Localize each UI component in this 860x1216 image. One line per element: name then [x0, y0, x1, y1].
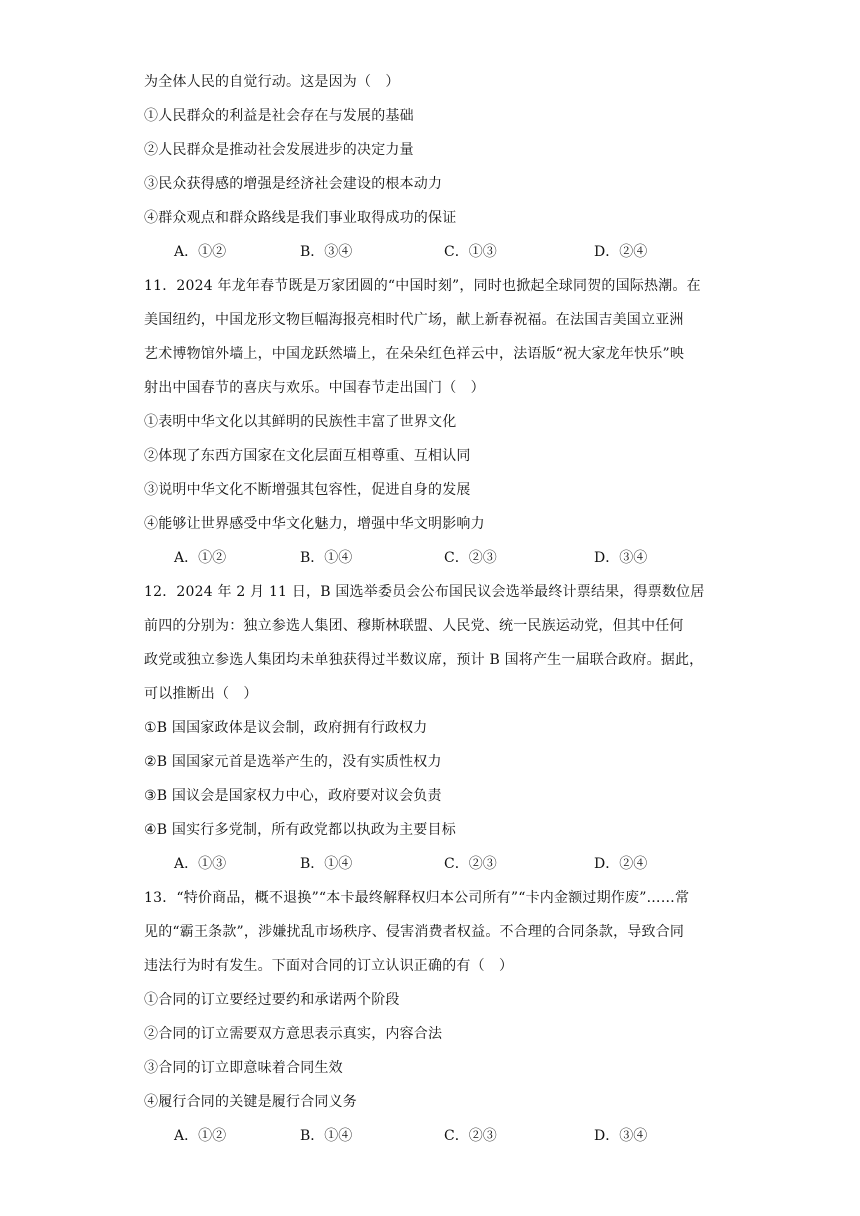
- question-13-statement-4: ④履行合同的关键是履行合同义务: [144, 1094, 357, 1110]
- choice-a[interactable]: A．①②: [174, 1128, 227, 1144]
- question-10-statement-4: ④群众观点和群众路线是我们事业取得成功的保证: [144, 210, 457, 226]
- question-11-statement-4: ④能够让世界感受中华文化魅力，增强中华文明影响力: [144, 516, 485, 532]
- question-10-stem: 为全体人民的自觉行动。这是因为（ ）: [144, 74, 400, 90]
- choice-a[interactable]: A．①②: [174, 244, 227, 260]
- question-10-statement-1: ①人民群众的利益是社会存在与发展的基础: [144, 108, 414, 124]
- question-13-statement-2: ②合同的订立需要双方意思表示真实，内容合法: [144, 1026, 443, 1042]
- choice-b[interactable]: B．①④: [300, 550, 353, 566]
- question-10-statement-2: ②人民群众是推动社会发展进步的决定力量: [144, 142, 414, 158]
- choice-b[interactable]: B．①④: [300, 1128, 353, 1144]
- question-11-statement-2: ②体现了东西方国家在文化层面互相尊重、互相认同: [144, 448, 471, 464]
- question-12-stem-line-3: 政党或独立参选人集团均未单独获得过半数议席，预计 B 国将产生一届联合政府。据此，: [144, 652, 704, 668]
- question-12-stem-line-1: 12．2024 年 2 月 11 日，B 国选举委员会公布国民议会选举最终计票结果，得票数位居: [144, 584, 705, 600]
- choice-a[interactable]: A．①②: [174, 550, 227, 566]
- question-11-stem-line-2: 美国纽约，中国龙形文物巨幅海报亮相时代广场，献上新春祝福。在法国吉美国立亚洲: [144, 312, 684, 328]
- question-11-statement-1: ①表明中华文化以其鲜明的民族性丰富了世界文化: [144, 414, 457, 430]
- question-12-statement-2: ②B 国国家元首是选举产生的，没有实质性权力: [144, 754, 442, 770]
- question-13-choices: [174, 1126, 694, 1146]
- question-12-stem-line-4: 可以推断出（ ）: [144, 686, 258, 702]
- choice-b[interactable]: B．①④: [300, 856, 353, 872]
- question-13-stem-line-1: 13．“特价商品，概不退换”“本卡最终解释权归本公司所有”“卡内金额过期作废”……常: [144, 890, 690, 906]
- question-10-statement-3: ③民众获得感的增强是经济社会建设的根本动力: [144, 176, 443, 192]
- choice-b[interactable]: B．③④: [300, 244, 353, 260]
- choice-d[interactable]: D．②④: [594, 244, 648, 260]
- question-13-stem-line-3: 违法行为时有发生。下面对合同的订立认识正确的有（ ）: [144, 958, 514, 974]
- choice-d[interactable]: D．③④: [594, 550, 648, 566]
- question-10-choices: [174, 242, 694, 262]
- question-12-statement-1: ①B 国国家政体是议会制，政府拥有行政权力: [144, 720, 428, 736]
- question-11-statement-3: ③说明中华文化不断增强其包容性，促进自身的发展: [144, 482, 471, 498]
- question-13-statement-3: ③合同的订立即意味着合同生效: [144, 1060, 343, 1076]
- choice-c[interactable]: C．②③: [444, 550, 497, 566]
- question-13-statement-1: ①合同的订立要经过要约和承诺两个阶段: [144, 992, 400, 1008]
- choice-c[interactable]: C．①③: [444, 244, 497, 260]
- question-12-statement-3: ③B 国议会是国家权力中心，政府要对议会负责: [144, 788, 442, 804]
- question-12-choices: [174, 854, 694, 874]
- question-13-stem-line-2: 见的“霸王条款”，涉嫌扰乱市场秩序、侵害消费者权益。不合理的合同条款，导致合同: [144, 924, 685, 940]
- question-11-choices: [174, 548, 694, 568]
- choice-d[interactable]: D．②④: [594, 856, 648, 872]
- question-12-statement-4: ④B 国实行多党制，所有政党都以执政为主要目标: [144, 822, 456, 838]
- choice-c[interactable]: C．②③: [444, 856, 497, 872]
- question-12-stem-line-2: 前四的分别为：独立参选人集团、穆斯林联盟、人民党、统一民族运动党，但其中任何: [144, 618, 684, 634]
- choice-d[interactable]: D．③④: [594, 1128, 648, 1144]
- choice-a[interactable]: A．①③: [174, 856, 227, 872]
- question-11-stem-line-3: 艺术博物馆外墙上，中国龙跃然墙上，在朵朵红色祥云中，法语版“祝大家龙年快乐”映: [144, 346, 685, 362]
- choice-c[interactable]: C．②③: [444, 1128, 497, 1144]
- question-11-stem-line-4: 射出中国春节的喜庆与欢乐。中国春节走出国门（ ）: [144, 380, 485, 396]
- question-11-stem-line-1: 11．2024 年龙年春节既是万家团圆的“中国时刻”，同时也掀起全球同贺的国际热潮。在: [144, 278, 701, 294]
